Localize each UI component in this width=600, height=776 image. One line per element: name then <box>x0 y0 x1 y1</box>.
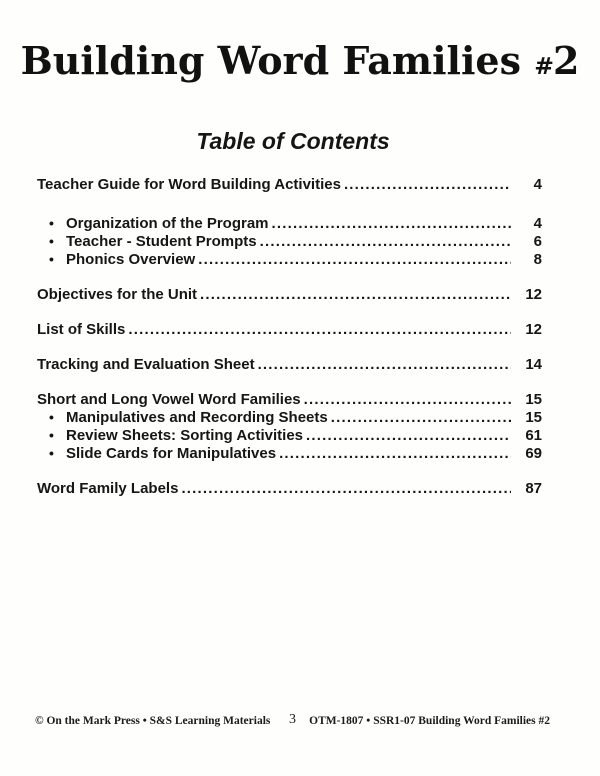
footer-edition: OTM-1807 • SSR1-07 Building Word Families #2 <box>309 715 550 727</box>
toc-entry-label: Objectives for the Unit <box>37 286 198 303</box>
toc-entry-label: Organization of the Program <box>66 215 269 232</box>
toc-dot-leader <box>128 321 511 338</box>
toc-entry-label: Phonics Overview <box>66 251 196 268</box>
toc-entry-label: Review Sheets: Sorting Activities <box>66 427 304 444</box>
toc-dot-leader <box>198 251 511 268</box>
toc-bullet-icon: • <box>49 215 54 231</box>
toc-dot-leader <box>200 286 511 303</box>
toc-entry-page-number: 12 <box>525 321 542 338</box>
footer-page-number: 3 <box>289 712 296 727</box>
toc-entry <box>37 391 542 408</box>
toc-subentry <box>37 233 542 250</box>
toc-entry-label: Manipulatives and Recording Sheets <box>66 409 328 426</box>
toc-dot-leader <box>181 480 511 497</box>
toc-dot-leader <box>258 356 511 373</box>
toc-entry-label: Word Family Labels <box>37 480 179 497</box>
toc-entry-label: Teacher Guide for Word Building Activities <box>37 176 341 193</box>
toc-subentry <box>37 215 542 232</box>
toc-dot-leader <box>279 445 511 462</box>
toc-entry-page-number: 4 <box>533 215 542 232</box>
toc-entry-page-number: 87 <box>525 480 542 497</box>
toc-dot-leader <box>272 215 511 232</box>
toc-entry <box>37 176 542 193</box>
toc-entry-page-number: 12 <box>525 286 542 303</box>
toc-bullet-icon: • <box>49 427 54 443</box>
toc-subentry <box>37 409 542 426</box>
toc-entry-label: Tracking and Evaluation Sheet <box>37 356 255 373</box>
toc-entry-label: Teacher - Student Prompts <box>66 233 257 250</box>
toc-heading: Table of Contents <box>196 128 390 154</box>
toc-dot-leader <box>304 391 511 408</box>
table-of-contents <box>37 176 542 497</box>
page-title-hash: # <box>534 52 553 80</box>
page-title <box>0 38 600 83</box>
toc-subentry <box>37 251 542 268</box>
toc-entry-page-number: 8 <box>533 251 542 268</box>
toc-entry <box>37 356 542 373</box>
toc-entry-label: List of Skills <box>37 321 126 338</box>
toc-entry-page-number: 15 <box>525 409 542 426</box>
toc-dot-leader <box>331 409 511 426</box>
toc-entry-page-number: 15 <box>525 391 542 408</box>
footer-copyright: © On the Mark Press • S&S Learning Materials <box>35 715 271 727</box>
toc-dot-leader <box>260 233 511 250</box>
toc-entry-page-number: 4 <box>533 176 542 193</box>
toc-dot-leader <box>344 176 511 193</box>
toc-entry <box>37 321 542 338</box>
toc-entry <box>37 286 542 303</box>
toc-bullet-icon: • <box>49 445 54 461</box>
toc-subentry <box>37 427 542 444</box>
toc-entry-page-number: 69 <box>525 445 542 462</box>
toc-bullet-icon: • <box>49 409 54 425</box>
toc-subentry <box>37 445 542 462</box>
toc-dot-leader <box>306 427 511 444</box>
toc-spacer <box>37 193 542 214</box>
toc-entry-page-number: 6 <box>533 233 542 250</box>
page-title-number: 2 <box>552 38 580 83</box>
toc-entry-page-number: 14 <box>525 356 542 373</box>
page-title-text: Building Word Families <box>20 38 521 83</box>
toc-bullet-icon: • <box>49 251 54 267</box>
toc-entry-label: Slide Cards for Manipulatives <box>66 445 277 462</box>
toc-bullet-icon: • <box>49 233 54 249</box>
page-footer <box>35 712 550 730</box>
toc-entry-page-number: 61 <box>525 427 542 444</box>
toc-entry-label: Short and Long Vowel Word Families <box>37 391 301 408</box>
toc-entry <box>37 480 542 497</box>
